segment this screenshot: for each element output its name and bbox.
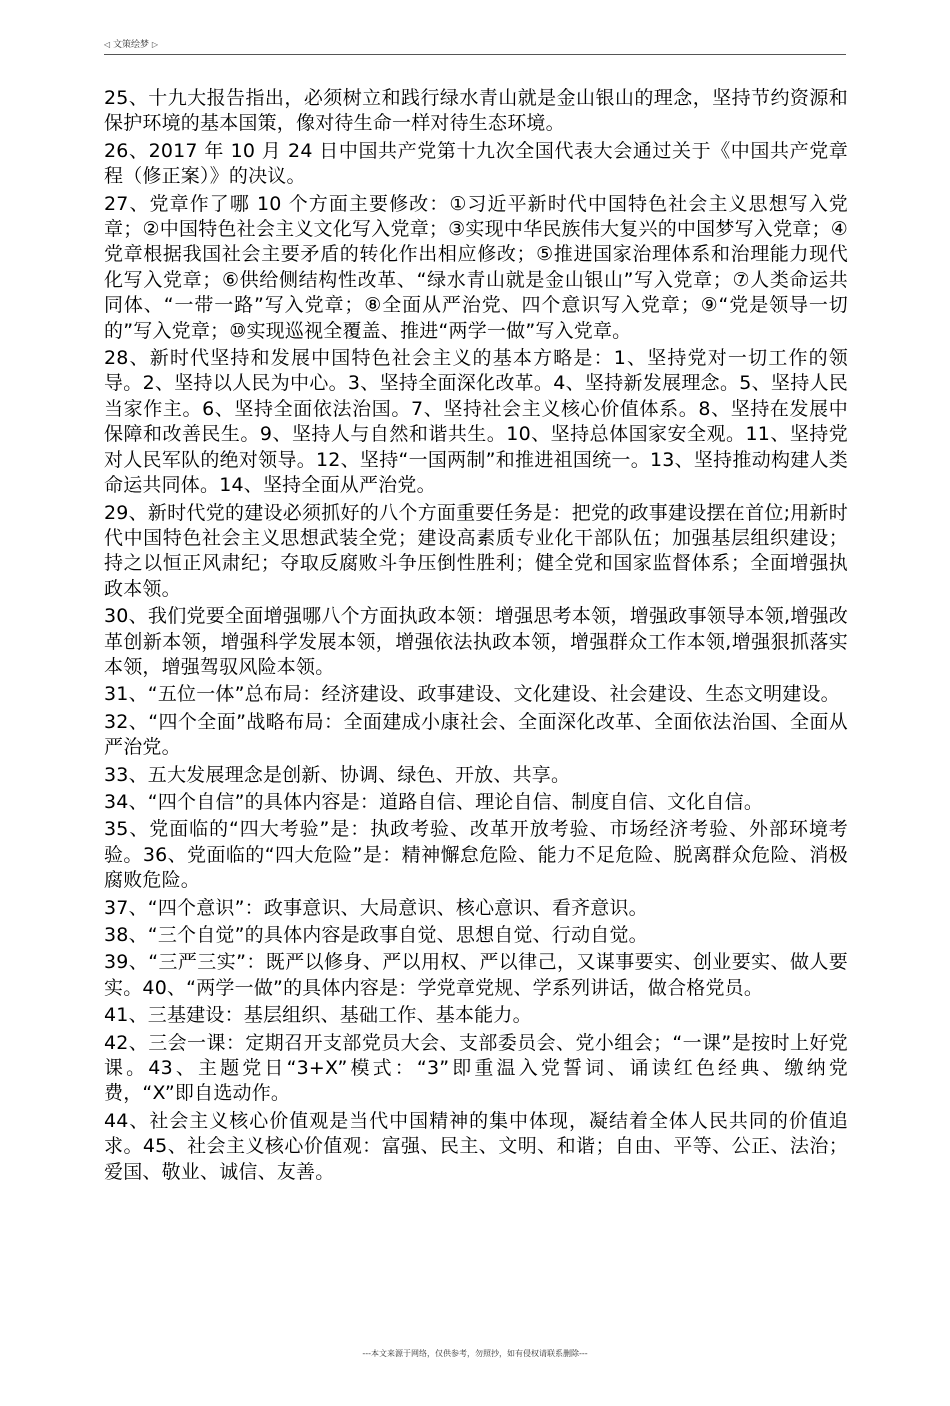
header-brand [104,40,158,50]
paragraph-41: 41、三基建设：基层组织、基础工作、基本能力。 [104,1004,532,1027]
paragraph-32: 32、“四个全面”战略布局：全面建成小康社会、全面深化改革、全面依法治国、全面从严治党。 [104,710,848,759]
page-footer: ---本文来源于网络，仅供参考，勿照抄，如有侵权请联系删除--- [362,1349,588,1358]
paragraph-26: 26、2017 年 10 月 24 日中国共产党第十九次全国代表大会通过关于《中国共产党章程（修正案）》的决议。 [104,139,848,188]
left-triangle-icon: ◁ [104,40,111,49]
right-triangle-icon: ▷ [151,40,159,49]
paragraph-37: 37、“四个意识”：政事意识、大局意识、核心意识、看齐意识。 [104,896,648,919]
paragraph-39-40: 39、“三严三实”：既严以修身、严以用权、严以律己，又谋事要实、创业要实、做人要实。40、“两学一做”的具体内容是：学党章党规、学系列讲话，做合格党员。 [104,951,848,999]
paragraph-44-45: 44、社会主义核心价值观是当代中国精神的集中体现，凝结着全体人民共同的价值追求。45、社会主义核心价值观：富强、民主、文明、和谐；自由、平等、公正、法治；爱国、敬业、诚信、友善。 [104,1109,848,1183]
document-body [104,86,848,1187]
paragraph-27: 27、党章作了哪 10 个方面主要修改：①习近平新时代中国特色社会主义思想写入党章；②中国特色社会主义文化写入党章；③实现中华民族伟大复兴的中国梦写入党章；④党章根据我国社会主要矛盾的转化作出相应修改；⑤推进国家治理体系和治理能力现代化写入党章；⑥供给侧结构性改革、“绿水青山就是金山银山”写入党章；⑦人类命运共同体、“一带一路”写入党章；⑧全面从严治党、四个意识写入党章；⑨“党是领导一切的”写入党章；⑩实现巡视全覆盖、推进“两学一做”写入党章。 [104,192,848,342]
paragraph-38: 38、“三个自觉”的具体内容是政事自觉、思想自觉、行动自觉。 [104,924,648,946]
paragraph-28: 28、新时代坚持和发展中国特色社会主义的基本方略是：1、坚持党对一切工作的领导。2、坚持以人民为中心。3、坚持全面深化改革。4、坚持新发展理念。5、坚持人民当家作主。6、坚持全面依法治国。7、坚持社会主义核心价值体系。8、坚持在发展中保障和改善民生。9、坚持人与自然和谐共生。10、坚持总体国家安全观。11、坚持党对人民军队的绝对领导。12、坚持“一国两制”和推进祖国统一。13、坚持推动构建人类命运共同体。14、坚持全面从严治党。 [104,347,848,497]
header-title: 文策绘梦 [113,40,150,50]
paragraph-42-43: 42、三会一课：定期召开支部党员大会、支部委员会、党小组会；“一课”是按时上好党课。43、主题党日“3+X”模式：“3”即重温入党誓词、诵读红色经典、缴纳党费，“X”即自选动作。 [104,1031,848,1105]
paragraph-29: 29、新时代党的建设必须抓好的八个方面重要任务是：把党的政事建设摆在首位;用新时代中国特色社会主义思想武装全党；建设高素质专业化干部队伍；加强基层组织建设；持之以恒正风肃纪；夺取反腐败斗争压倒性胜利；健全党和国家监督体系；全面增强执政本领。 [104,501,848,600]
page-header [104,38,846,55]
paragraph-33: 33、五大发展理念是创新、协调、绿色、开放、共享。 [104,763,571,786]
paragraph-35-36: 35、党面临的“四大考验”是：执政考验、改革开放考验、市场经济考验、外部环境考验。36、党面临的“四大危险”是：精神懈怠危险、能力不足危险、脱离群众危险、消极腐败危险。 [104,818,848,892]
paragraph-25: 25、十九大报告指出，必须树立和践行绿水青山就是金山银山的理念，坚持节约资源和保护环境的基本国策，像对待生命一样对待生态环境。 [104,87,848,135]
paragraph-34: 34、“四个自信”的具体内容是：道路自信、理论自信、制度自信、文化自信。 [104,790,764,813]
paragraph-30: 30、我们党要全面增强哪八个方面执政本领：增强思考本领，增强政事领导本领,增强改革创新本领，增强科学发展本领，增强依法执政本领，增强群众工作本领,增强狠抓落实本领，增强驾驭风险本领。 [104,605,848,678]
paragraph-31: 31、“五位一体”总布局：经济建设、政事建设、文化建设、社会建设、生态文明建设。 [104,683,840,706]
